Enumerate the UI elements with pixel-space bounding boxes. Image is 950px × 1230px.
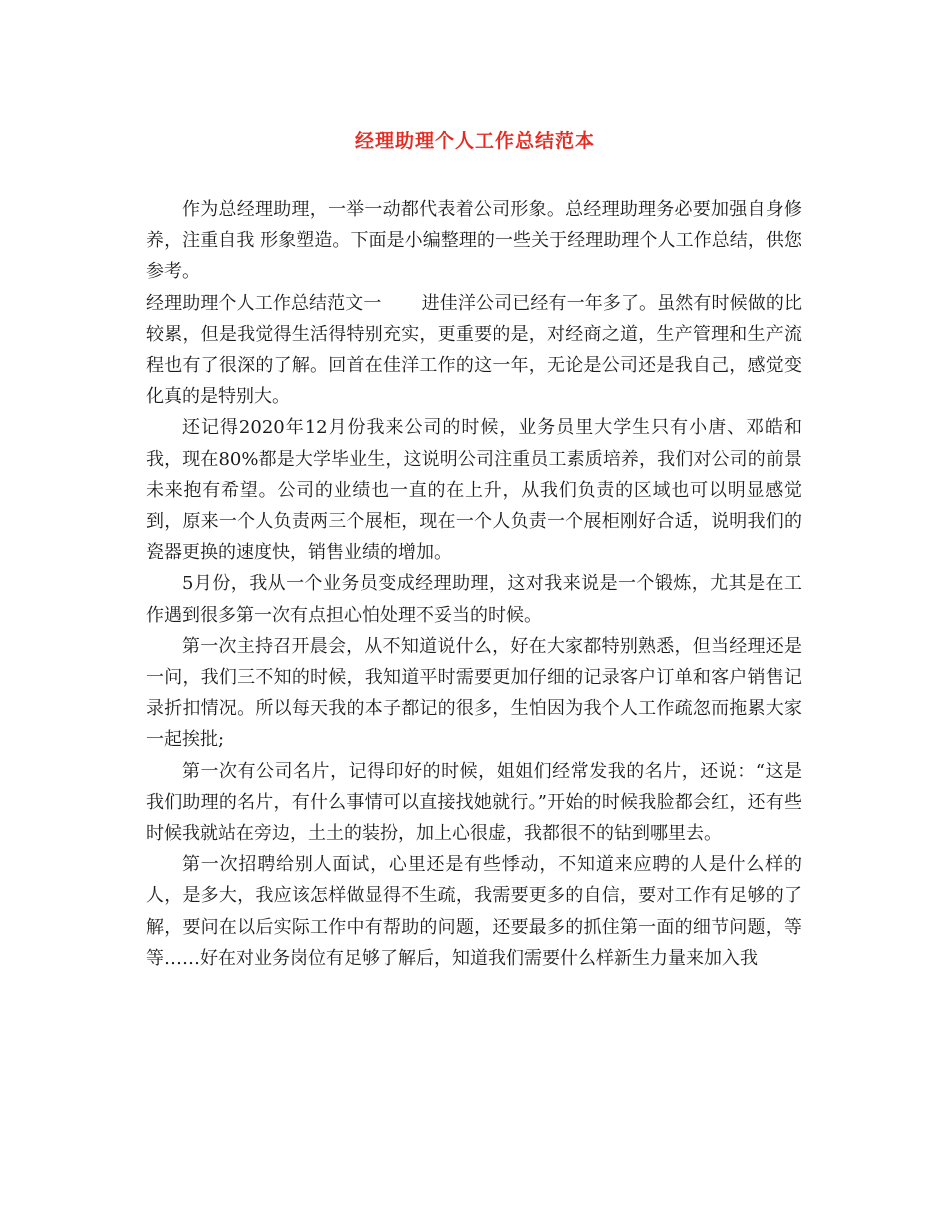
body-paragraph: 第一次有公司名片，记得印好的时候，姐姐们经常发我的名片，还说：“这是我们助理的名片，有什么事情可以直接找她就行。”开始的时候我脸都会红，还有些时候我就站在旁边，土土的装扮，加上心很虚，我都很不的钻到哪里去。 — [146, 760, 802, 845]
body-paragraph: 5月份，我从一个业务员变成经理助理，这对我来说是一个锻炼，尤其是在工作遇到很多第一次有点担心怕处理不妥当的时候。 — [146, 573, 802, 626]
intro-paragraph: 作为总经理助理，一举一动都代表着公司形象。总经理助理务必要加强自身修养，注重自我 形象塑造。下面是小编整理的一些关于经理助理个人工作总结，供您参考。 — [146, 199, 802, 283]
section-first-paragraph — [146, 288, 802, 413]
body-paragraph: 还记得2020年12月份我来公司的时候，业务员里大学生只有小唐、邓皓和我，现在80%都是大学毕业生，这说明公司注重员工素质培养，我们对公司的前景未来抱有希望。公司的业绩也一直的在上升，从我们负责的区域也可以明显感觉到，原来一个人负责两三个展柜，现在一个人负责一个展柜刚好合适，说明我们的瓷器更换的速度快，销售业绩的增加。 — [146, 417, 802, 564]
document-body — [146, 194, 802, 974]
body-paragraph: 第一次主持召开晨会，从不知道说什么，好在大家都特别熟悉，但当经理还是一问，我们三不知的时候，我知道平时需要更加仔细的记录客户订单和客户销售记录折扣情况。所以每天我的本子都记的很多，生怕因为我个人工作疏忽而拖累大家一起挨批; — [146, 635, 802, 751]
section-heading: 经理助理个人工作总结范文一 — [146, 292, 382, 314]
body-paragraph: 第一次招聘给别人面试，心里还是有些悸动，不知道来应聘的人是什么样的人，是多大，我应该怎样做显得不生疏，我需要更多的自信，要对工作有足够的了解，要问在以后实际工作中有帮助的问题，还要最多的抓住第一面的细节问题，等等……好在对业务岗位有足够了解后，知道我们需要什么样新生力量来加入我 — [146, 854, 802, 969]
section-first-paragraph-text: 进佳洋公司已经有一年多了。虽然有时候做的比较累，但是我觉得生活得特别充实，更重要的是，对经商之道，生产管理和生产流程也有了很深的了解。回首在佳洋工作的这一年，无论是公司还是我自己，感觉变化真的是特别大。 — [146, 292, 802, 408]
document-title: 经理助理个人工作总结范本 — [354, 130, 595, 152]
